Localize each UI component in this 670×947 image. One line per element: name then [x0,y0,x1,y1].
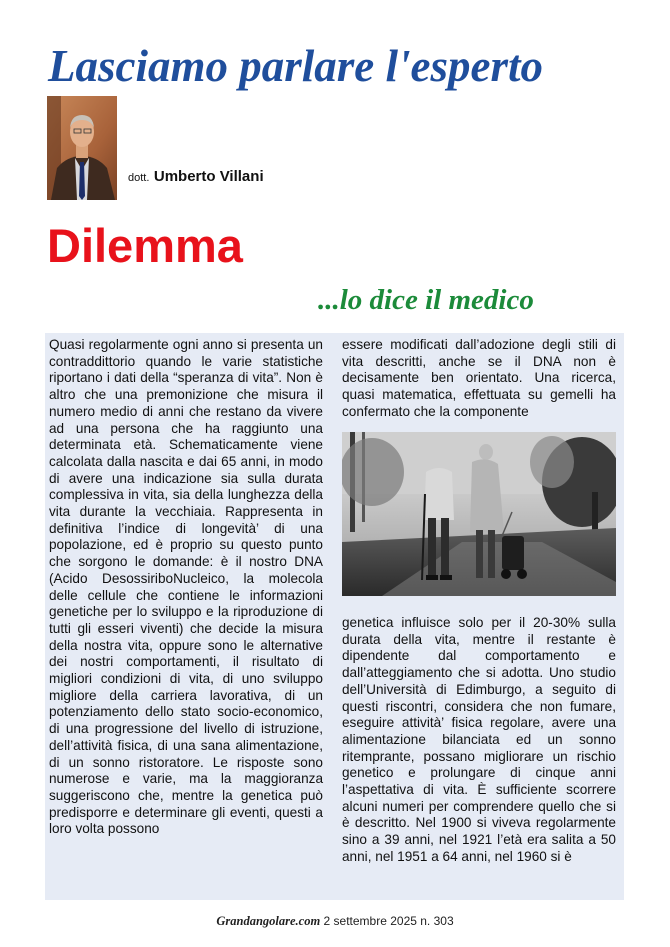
article-column-left [49,337,323,838]
article-subtitle: ...lo dice il medico [318,284,534,316]
elderly-couple-photo [342,432,616,596]
headline: Lasciamo parlare l'esperto [48,41,543,91]
author-photo [47,96,117,200]
article-title: Dilemma [47,219,243,272]
article-paragraph: genetica influisce solo per il 20-30% sulla durata della vita, mentre il restante è dipendente dal comportamento e dall’atteggiamento che si adotta. Uno studio dell’Università di Edimburgo, a seguito di questi riscontri, considera che non fumare, eseguire attività’ fisica regolare, avere una alimentazione bilanciata ed un sonno ritemprante, possano migliorare un rischio genetico e prolungare di cinque anni l’aspettativa di vita. È sufficiente scorrere alcuni numeri per comprendere quello che si è descritto. Nel 1900 si viveva regolarmente sino a 39 anni, nel 1921 l’età era salita a 50 anni, nel 1951 a 64 anni, nel 1960 si è [342,615,616,864]
author-name: Umberto Villani [153,168,264,185]
footer-issue: 2 settembre 2025 n. 303 [323,914,454,928]
article-paragraph: Quasi regolarmente ogni anno si presenta un contraddittorio quando le varie statistiche riportano i dati della “speranza di vita”. Non è altro che una premonizione che misura il numero medio di anni che restano da vivere ad una persona che ha raggiunto una determinata età. Schematicamente viene calcolata dalla nascita e dai 65 anni, in modo di avere una indicazione sia sulla durata complessiva in vita, sia della lunghezza della vita durante la vecchiaia. Rappresenta in definitiva l’indice di longevità’ di una popolazione, ed è proprio su questo punto che sorgono le domande: è il nostro DNA (Acido DesossiriboNucleico, la molecola delle cellule che contiene le informazioni genetiche per lo sviluppo e la riproduzione di tutti gli esseri viventi) che decide la misura della nostra vita, oppure sono le alternative dei nostri comportamenti, il risultato di migliori condizioni di vita, di uno sviluppo migliore della carriera lavorativa, di un potenziamento dello stato socio-economico, di una progressione del livello di istruzione, dell’attività fisica, di una sana alimentazione, di un sonno ristoratore. Le risposte sono numerose e varie, ma la maggioranza suggeriscono che, mentre la genetica può predisporre e determinare gli eventi, questi a loro volta possono [49,337,323,837]
page-footer [0,914,670,929]
author-prefix: dott. [128,172,150,184]
article-body [45,333,624,900]
footer-site: Grandangolare.com [216,914,321,928]
article-column-right-top [342,337,616,421]
article-column-right-bottom [342,615,616,866]
author-byline [128,168,264,186]
article-paragraph: essere modificati dall’adozione degli stili di vita descritti, anche se il DNA non è decisamente ben orientato. Una ricerca, quasi matematica, effettuata su gemelli ha confermato che la componente [342,337,616,419]
